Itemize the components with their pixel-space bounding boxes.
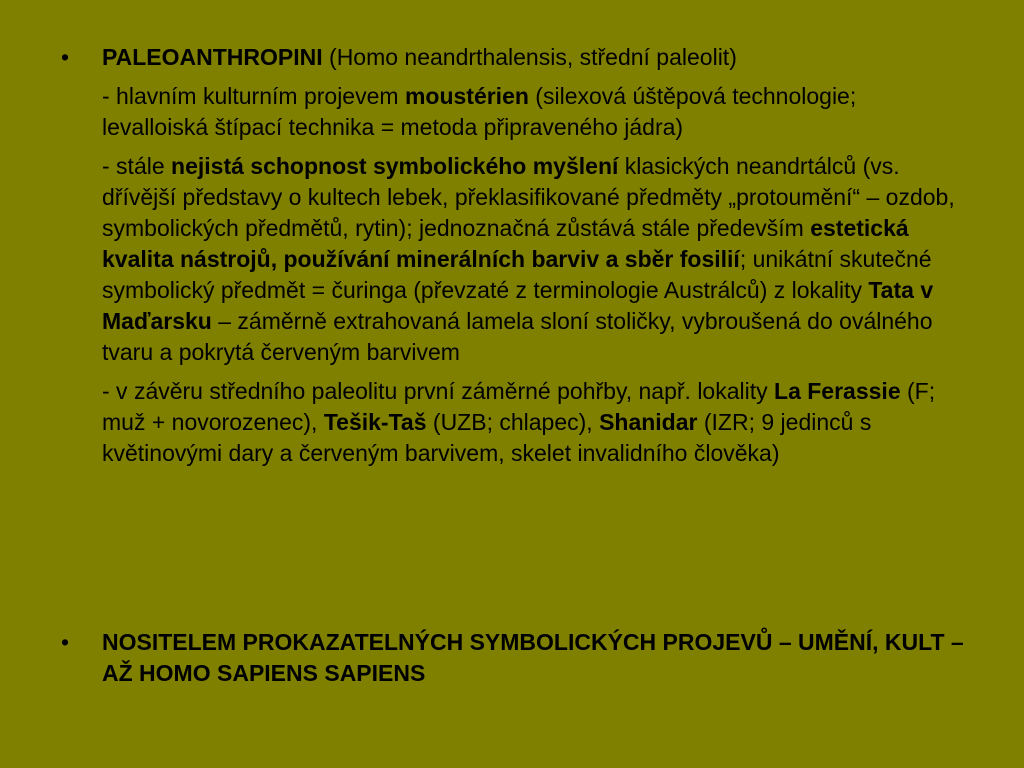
bold-span: estetická kvalita nástrojů, používání minerálních barviv a sběr fosilií (102, 215, 909, 272)
bold-span: Shanidar (599, 409, 698, 435)
bold-span: Tata v Maďarsku (102, 277, 934, 334)
text-span: - stále (102, 153, 172, 179)
bold-span: moustérien (404, 83, 529, 109)
text-span: (IZR; 9 jedinců s květinovými dary a červeným barvivem, skelet invalidního člověka) (102, 409, 872, 466)
text-span: (silexová úštěpová technologie; levalloiská štípací technika = metoda připraveného jádra) (102, 83, 857, 140)
heading-rest: (Homo neandrthalensis, střední paleolit) (322, 44, 737, 70)
heading-bold: NOSITELEM PROKAZATELNÝCH SYMBOLICKÝCH PROJEVŮ – UMĚNÍ, KULT – AŽ HOMO SAPIENS SAPIENS (102, 629, 964, 686)
subparagraph-burials (102, 376, 966, 469)
bold-span: nejistá schopnost symbolického myšlení (171, 153, 619, 179)
bullet-icon: • (61, 44, 70, 70)
bold-span: Tešik-Taš (323, 409, 427, 435)
text-span: - v závěru středního paleolitu první záměrné pohřby, např. lokality (102, 378, 775, 404)
text-span: ; unikátní skutečné symbolický předmět = čuringa (převzaté z terminologie Austrálců) z lokality (102, 246, 932, 303)
subparagraph-mousterien (102, 81, 966, 143)
text-span: – záměrně extrahovaná lamela sloní stoličky, vybroušená do oválného tvaru a pokrytá červeným barvivem (102, 308, 933, 365)
text-span: (UZB; chlapec), (426, 409, 600, 435)
heading-bold: PALEOANTHROPINI (102, 44, 323, 70)
text-span: - hlavním kulturním projevem (102, 83, 405, 109)
text-span: klasických neandrtálců (vs. dřívější představy o kultech lebek, překlasifikované předměty „protoumění“ – ozdob, symbolických předmětů, rytin); jednoznačná zůstává stále především (102, 153, 955, 241)
bold-span: La Ferassie (774, 378, 901, 404)
bullet-heading (102, 42, 966, 73)
subparagraph-symbolic-thinking (102, 151, 966, 368)
bullet-heading (102, 627, 966, 689)
bullet-item-homo-sapiens (61, 627, 966, 689)
text-span: (F; muž + novorozenec), (102, 378, 936, 435)
bullet-icon: • (61, 629, 70, 655)
bullet-item-paleoanthropini (61, 42, 966, 469)
